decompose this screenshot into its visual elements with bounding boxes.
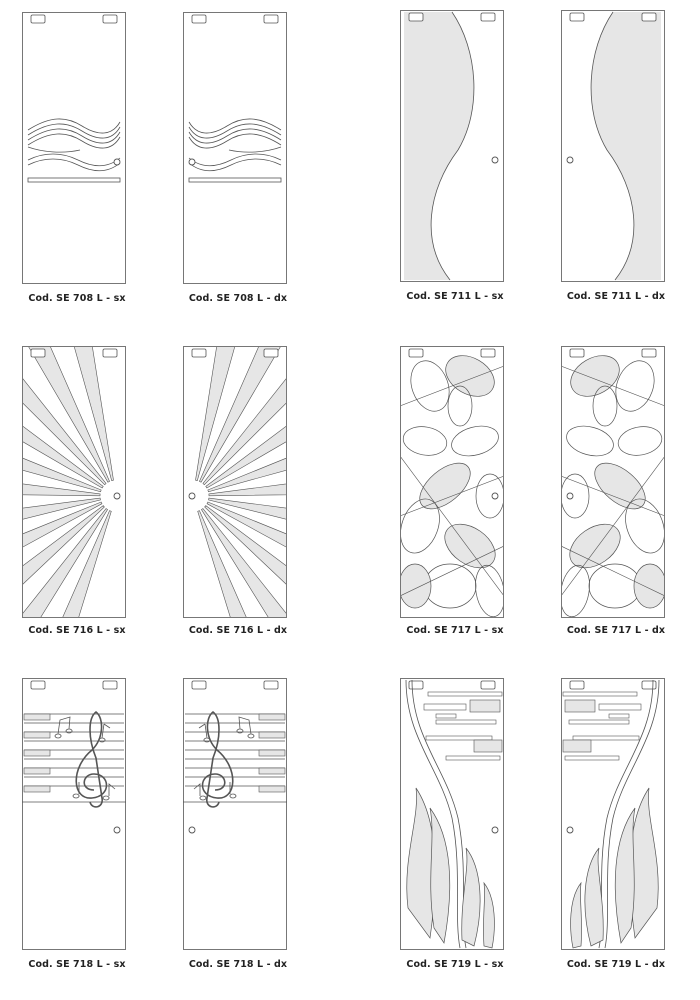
stripe-bar [426,736,492,740]
handle-icon [114,827,120,833]
door-code-label: Cod. SE 711 L - sx [406,291,504,302]
stripe-bar [436,714,456,718]
hinge-icon [409,681,423,689]
hinge-icon [570,349,584,357]
door-drawing-se717-sx [400,346,504,618]
staff-bar [24,714,50,720]
staff-bar [24,732,50,738]
hinge-icon [31,681,45,689]
door-drawing-se718-sx [22,678,126,950]
hinge-icon [642,681,656,689]
hinge-icon [264,349,278,357]
door-drawing-se719-dx [561,678,665,950]
stripe-bar [565,756,619,760]
door-code-label: Cod. SE 718 L - dx [188,959,288,970]
hinge-icon [192,349,206,357]
staff-bar [24,750,50,756]
staff-bar [24,786,50,792]
staff-bar [259,768,285,774]
stripe-bar [609,714,629,718]
hinge-icon [570,681,584,689]
door-code-label: Cod. SE 719 L - sx [406,959,504,970]
hinge-icon [103,349,117,357]
door-code-label: Cod. SE 716 L - sx [28,625,126,636]
stripe-bar [573,736,639,740]
handle-icon [567,827,573,833]
stripe-bar [428,692,502,696]
stripe-bar [436,720,496,724]
door-drawing-se716-dx [183,346,287,618]
door-drawing-se711-dx [561,10,665,282]
staff-bar [24,768,50,774]
staff-bar [259,732,285,738]
handle-icon [567,493,573,499]
hinge-icon [264,681,278,689]
hinge-icon [481,13,495,21]
door-drawing-se716-sx [22,346,126,618]
hinge-icon [31,349,45,357]
door-drawing-se711-sx [400,10,504,282]
stripe-bar [446,756,500,760]
handle-icon [114,493,120,499]
handle-icon [114,159,120,165]
door-drawing-se718-dx [183,678,287,950]
staff-bar [259,786,285,792]
hinge-icon [103,681,117,689]
handle-icon [189,827,195,833]
door-frame [23,13,126,284]
staff-bar [259,750,285,756]
hinge-icon [570,13,584,21]
stripe-bar [28,178,120,182]
hinge-icon [642,349,656,357]
hinge-icon [481,349,495,357]
door-drawing-se717-dx [561,346,665,618]
handle-icon [492,493,498,499]
hinge-icon [192,681,206,689]
hinge-icon [642,13,656,21]
door-drawing-se708-dx [183,12,287,284]
hinge-icon [481,681,495,689]
handle-icon [567,157,573,163]
door-code-label: Cod. SE 716 L - dx [188,625,288,636]
stripe-bar [189,178,281,182]
hinge-icon [192,15,206,23]
hinge-icon [264,15,278,23]
door-code-label: Cod. SE 719 L - dx [566,959,666,970]
loop-shape [399,564,431,608]
stripe-bar [565,700,595,712]
door-code-label: Cod. SE 708 L - dx [188,293,288,304]
handle-icon [492,827,498,833]
stripe-bar [569,720,629,724]
door-drawing-se708-sx [22,12,126,284]
stripe-bar [563,740,591,752]
handle-icon [189,159,195,165]
handle-icon [492,157,498,163]
staff-bar [259,714,285,720]
stripe-bar [424,704,466,710]
stripe-bar [470,700,500,712]
stripe-bar [599,704,641,710]
hinge-icon [31,15,45,23]
door-drawing-se719-sx [400,678,504,950]
door-code-label: Cod. SE 717 L - dx [566,625,666,636]
door-code-label: Cod. SE 717 L - sx [406,625,504,636]
door-code-label: Cod. SE 708 L - sx [28,293,126,304]
stripe-bar [563,692,637,696]
stripe-bar [474,740,502,752]
door-frame [184,13,287,284]
door-code-label: Cod. SE 711 L - dx [566,291,666,302]
hinge-icon [409,349,423,357]
hinge-icon [103,15,117,23]
loop-shape [634,564,666,608]
hinge-icon [409,13,423,21]
handle-icon [189,493,195,499]
door-code-label: Cod. SE 718 L - sx [28,959,126,970]
